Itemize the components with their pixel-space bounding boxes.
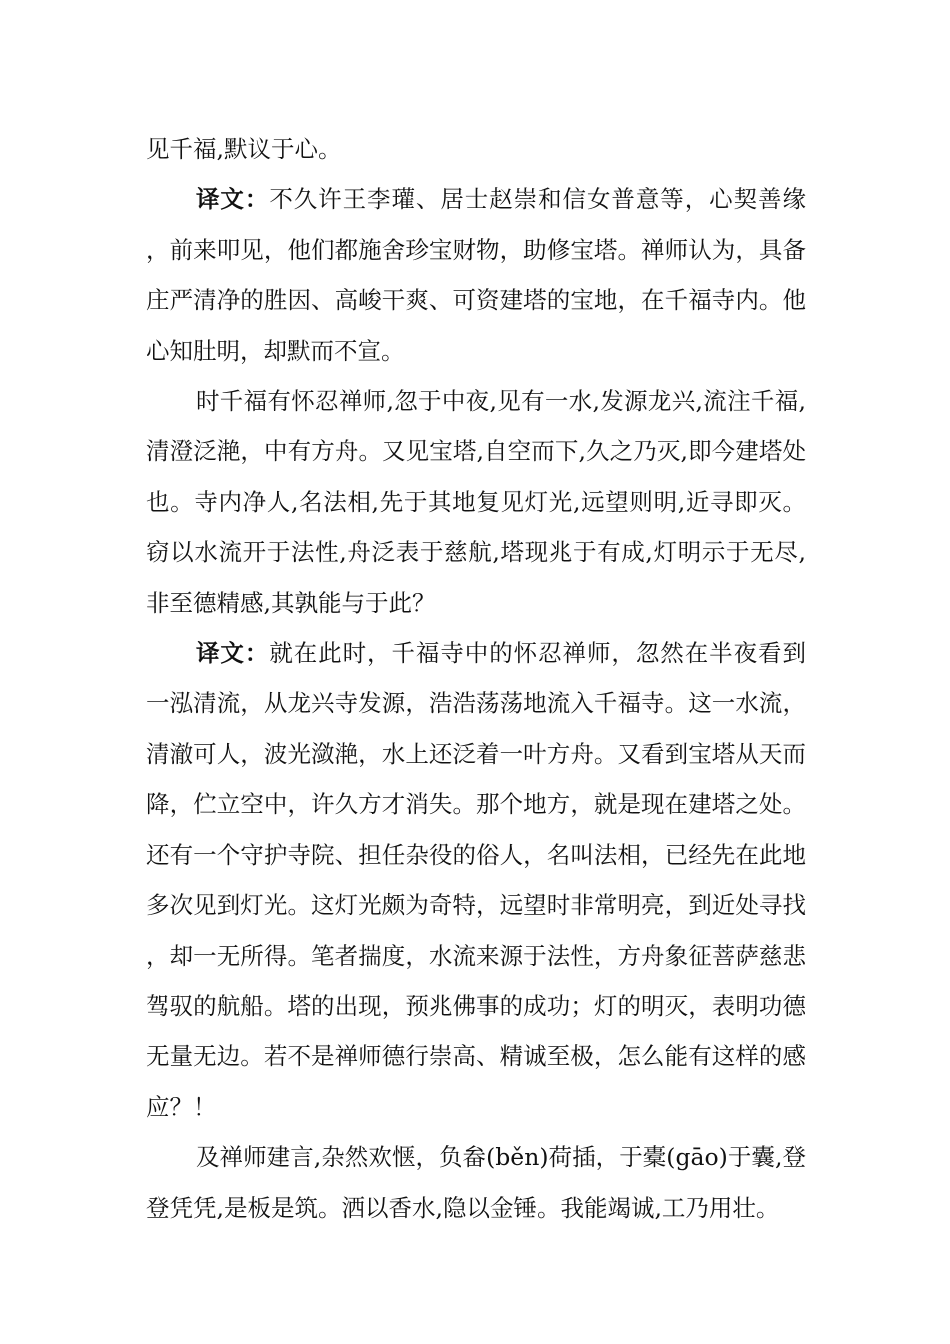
paragraph-text: 时千福有怀忍禅师,忽于中夜,见有一水,发源龙兴,流注千福,清澄泛滟，中有方舟。又见宝塔,自空而下,久之乃灭,即今建塔处也。寺内净人,名法相,先于其地复见灯光,远望则明,近寻即灭。窃以水流开于法性,舟泛表于慈航,塔现兆于有成,灯明示于无尽,非至德精感,其孰能与于此？ — [146, 387, 806, 617]
paragraph-5 — [146, 1132, 806, 1233]
paragraph-text: 就在此时，千福寺中的怀忍禅师，忽然在半夜看到一泓清流，从龙兴寺发源，浩浩荡荡地流入千福寺。这一水流，清澈可人，波光潋滟，水上还泛着一叶方舟。又看到宝塔从天而降，伫立空中，许久方才消失。那个地方，就是现在建塔之处。还有一个守护寺院、担任杂役的俗人，名叫法相，已经先在此地多次见到灯光。这灯光颇为奇特，远望时非常明亮，到近处寻找，却一无所得。笔者揣度，水流来源于法性，方舟象征菩萨慈悲驾驭的航船。塔的出现，预兆佛事的成功；灯的明灭，表明功德无量无边。若不是禅师德行崇高、精诚至极，怎么能有这样的感应？！ — [146, 639, 806, 1121]
paragraph-text: 不久许王李瓘、居士赵崇和信女普意等，心契善缘，前来叩见，他们都施舍珍宝财物，助修宝塔。禅师认为，具备庄严清净的胜因、高峻干爽、可资建塔的宝地，在千福寺内。他心知肚明，却默而不宣。 — [146, 185, 806, 365]
paragraph-2-translation — [146, 174, 806, 376]
paragraph-3 — [146, 376, 806, 628]
translation-label: 译文： — [196, 639, 270, 668]
document-page — [146, 124, 806, 1233]
paragraph-text: 及禅师建言,杂然欢惬，负畚(běn)荷插，于橐(gāo)于囊,登登凭凭,是板是筑。洒以香水,隐以金锤。我能竭诚,工乃用壮。 — [146, 1143, 806, 1222]
translation-label: 译文： — [196, 185, 270, 214]
paragraph-text: 见千福,默议于心。 — [146, 135, 342, 163]
paragraph-1 — [146, 124, 806, 174]
paragraph-4-translation — [146, 628, 806, 1132]
